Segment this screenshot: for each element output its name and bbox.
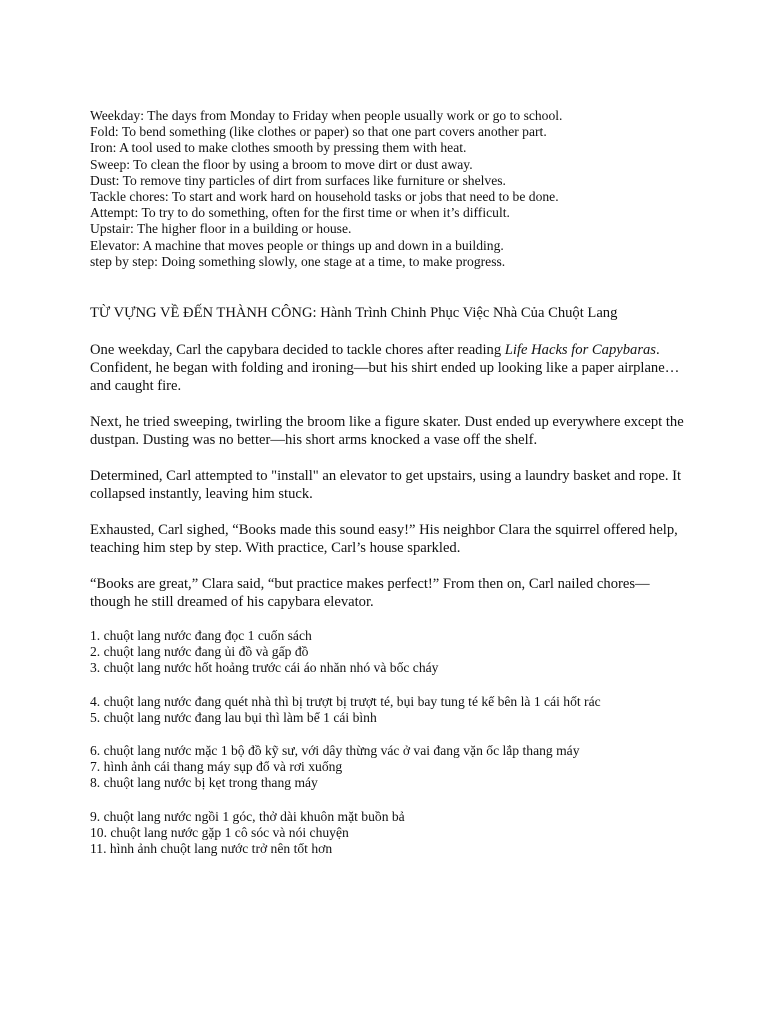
story-body <box>90 341 690 611</box>
note-line: 7. hình ảnh cái thang máy sụp đổ và rơi xuống <box>90 759 343 775</box>
note-line: 2. chuột lang nước đang ủi đồ và gấp đồ <box>90 644 309 660</box>
note-line: 4. chuột lang nước đang quét nhà thì bị trượt bị trượt té, bụi bay tung té kế bên là 1 cái hốt rác <box>90 693 601 709</box>
story-paragraph-5: “Books are great,” Clara said, “but practice makes perfect!” From then on, Carl nailed chores—though he still dreamed of his capybara elevator. <box>90 576 650 611</box>
vocab-item-tackle-chores: Tackle chores: To start and work hard on household tasks or jobs that need to be done. <box>90 189 559 205</box>
notes-group-2 <box>90 694 690 726</box>
story-paragraph-1 <box>90 341 690 395</box>
note-line: 11. hình ảnh chuột lang nước trở nên tốt hơn <box>90 841 333 857</box>
vocab-item-upstair: Upstair: The higher floor in a building or house. <box>90 221 352 237</box>
note-line: 8. chuột lang nước bị kẹt trong thang máy <box>90 775 318 791</box>
story-title: TỪ VỰNG VỀ ĐẾN THÀNH CÔNG: Hành Trình Chinh Phục Việc Nhà Của Chuột Lang <box>90 305 618 322</box>
vocab-item-step-by-step: step by step: Doing something slowly, one stage at a time, to make progress. <box>90 253 506 269</box>
notes-group-4 <box>90 809 690 858</box>
story-p1-after: . Confident, he began with folding and ironing—but his shirt ended up looking like a paper airplane… and caught fire. <box>90 342 680 395</box>
story-paragraph-4: Exhausted, Carl sighed, “Books made this sound easy!” His neighbor Clara the squirrel offered help, teaching him step by step. With practice, Carl’s house sparkled. <box>90 522 678 557</box>
document-page <box>90 108 690 857</box>
notes-group-3 <box>90 743 690 792</box>
note-line: 3. chuột lang nước hốt hoảng trước cái áo nhăn nhó và bốc cháy <box>90 660 439 676</box>
vocab-item-elevator: Elevator: A machine that moves people or things up and down in a building. <box>90 237 504 253</box>
note-line: 9. chuột lang nước ngồi 1 góc, thở dài khuôn mặt buồn bả <box>90 808 405 824</box>
vocab-item-sweep: Sweep: To clean the floor by using a broom to move dirt or dust away. <box>90 156 473 172</box>
illustration-notes <box>90 628 690 857</box>
vocab-item-fold: Fold: To bend something (like clothes or paper) so that one part covers another part. <box>90 124 547 140</box>
vocabulary-list <box>90 108 690 270</box>
note-line: 5. chuột lang nước đang lau bụi thì làm bể 1 cái bình <box>90 709 377 725</box>
book-title: Life Hacks for Capybaras <box>504 342 656 359</box>
story-paragraph-2: Next, he tried sweeping, twirling the broom like a figure skater. Dust ended up everywhere except the dustpan. Dusting was no better—his short arms knocked a vase off the shelf. <box>90 414 684 449</box>
vocab-item-weekday: Weekday: The days from Monday to Friday when people usually work or go to school. <box>90 108 563 123</box>
story-paragraph-3: Determined, Carl attempted to "install" an elevator to get upstairs, using a laundry basket and rope. It collapsed instantly, leaving him stuck. <box>90 468 682 503</box>
notes-group-1 <box>90 628 690 677</box>
vocab-item-dust: Dust: To remove tiny particles of dirt from surfaces like furniture or shelves. <box>90 172 506 188</box>
note-line: 10. chuột lang nước gặp 1 cô sóc và nói chuyện <box>90 824 349 840</box>
story-p1-before: One weekday, Carl the capybara decided to tackle chores after reading <box>90 342 505 359</box>
vocab-item-attempt: Attempt: To try to do something, often for the first time or when it’s difficult. <box>90 205 510 221</box>
note-line: 1. chuột lang nước đang đọc 1 cuốn sách <box>90 628 312 644</box>
vocab-item-iron: Iron: A tool used to make clothes smooth by pressing them with heat. <box>90 140 467 156</box>
note-line: 6. chuột lang nước mặc 1 bộ đồ kỹ sư, với dây thừng vác ở vai đang vặn ốc lắp thang máy <box>90 743 580 759</box>
